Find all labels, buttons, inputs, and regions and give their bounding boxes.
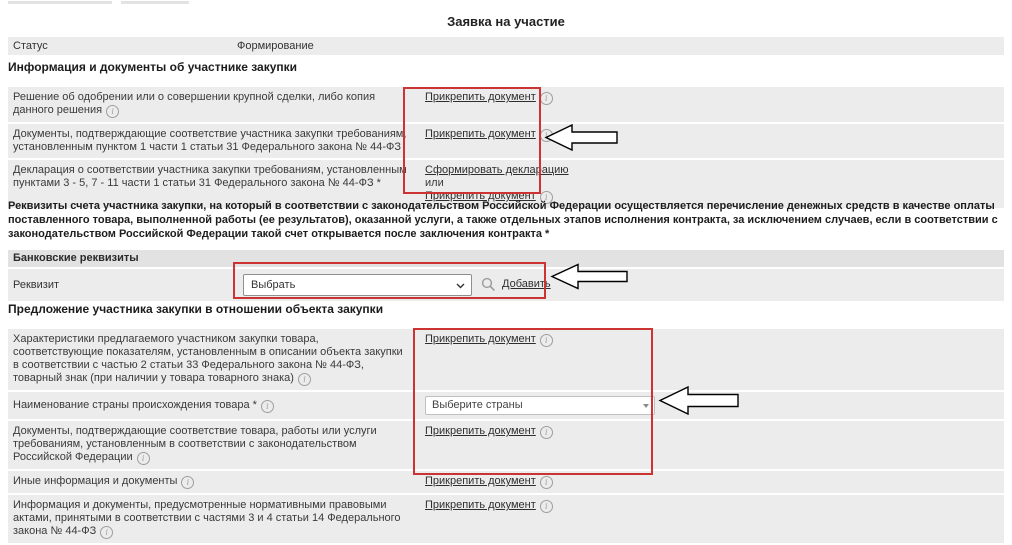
rekvizit-row: [8, 269, 1004, 301]
pointer-arrow-icon: [545, 122, 619, 153]
info-icon[interactable]: [106, 105, 119, 118]
offer-section-heading: Предложение участника закупки в отношении объекта закупки: [8, 302, 384, 316]
redacted-text: [121, 1, 189, 4]
row-action: [425, 499, 999, 513]
attach-document-link[interactable]: Прикрепить документ: [425, 91, 536, 103]
info-icon[interactable]: [100, 526, 113, 539]
status-value: Формирование: [237, 40, 314, 52]
row-action: [425, 425, 999, 439]
row-label: Решение об одобрении или о совершении крупной сделки, либо копия данного решенияi: [13, 91, 418, 118]
offer-documents-table: [8, 329, 1004, 545]
search-icon[interactable]: [481, 277, 496, 292]
row-action: [425, 475, 999, 489]
participant-documents-table: [8, 87, 1004, 210]
info-icon[interactable]: [540, 476, 553, 489]
row-label: Иные информация и документы i: [13, 475, 418, 489]
attach-document-link[interactable]: Прикрепить документ: [425, 333, 536, 345]
or-label: или: [425, 177, 444, 189]
add-requisite-button[interactable]: Добавить: [502, 278, 551, 290]
status-label: Статус: [13, 40, 48, 52]
info-icon[interactable]: [298, 373, 311, 386]
rekvizit-label: Реквизит: [13, 279, 59, 291]
row-action: [425, 333, 999, 347]
row-label: Декларация о соответствии участника закупки требованиям, установленным пунктами 3 - 5, 7 - 11 части 1 статьи 31 Федерального закона № 44-ФЗ *: [13, 164, 407, 189]
info-icon[interactable]: [137, 452, 150, 465]
row-label: Характеристики предлагаемого участником закупки товара, соответствующие показателям, установленным в описании объекта закупки в соответствии с частью 2 статьи 33 Федерального закона № 44-ФЗ, товарный знак (при наличии у товара товарного знака)i: [13, 333, 418, 386]
attach-document-link[interactable]: Прикрепить документ: [425, 475, 536, 487]
table-row: [8, 495, 1004, 543]
rekvizit-select[interactable]: Выбрать: [243, 274, 472, 296]
table-row: [8, 392, 1004, 419]
row-label: Документы, подтверждающие соответствие товара, работы или услуги требованиям, установленным в соответствии с законодательством Российской Федерацииi: [13, 425, 418, 465]
info-icon[interactable]: [540, 92, 553, 105]
page-title: Заявка на участие: [447, 14, 565, 29]
table-row: [8, 87, 1004, 122]
row-action: [425, 164, 999, 204]
table-row: [8, 471, 1004, 493]
account-requisites-note: Реквизиты счета участника закупки, на который в соответствии с законодательством Российской Федерации осуществляется перечисление денежных средств в качестве оплаты поставленного товара, выполненной работы (ее результатов), оказанной услуги, а также отдельных этапов исполнения контракта, за исключением случаев, если в соответствии с законодательством Российской Федерации такой счет открывается после заключения контракта *: [8, 200, 998, 240]
country-select[interactable]: Выберите страны: [425, 396, 655, 415]
row-action: [425, 128, 999, 142]
attach-document-link[interactable]: Прикрепить документ: [425, 499, 536, 511]
redacted-text: [8, 1, 112, 4]
attach-document-link[interactable]: Прикрепить документ: [425, 425, 536, 437]
row-label: Наименование страны происхождения товара * i: [13, 399, 418, 413]
table-row: [8, 421, 1004, 469]
row-action: [425, 91, 999, 105]
bank-requisites-header: Банковские реквизиты: [8, 250, 1004, 267]
chevron-down-icon: [456, 283, 465, 289]
generate-declaration-link[interactable]: Сформировать декларацию: [425, 164, 569, 176]
row-label: Документы, подтверждающие соответствие участника закупки требованиям, установленным пунктом 1 части 1 статьи 31 Федерального закона № 44-ФЗ: [13, 128, 407, 153]
info-icon[interactable]: [540, 426, 553, 439]
info-icon[interactable]: [181, 476, 194, 489]
table-row: [8, 124, 1004, 158]
status-row: [8, 37, 1004, 55]
info-icon[interactable]: [540, 500, 553, 513]
row-label: Информация и документы, предусмотренные нормативными правовыми актами, принятыми в соответствии с частями 3 и 4 статьи 14 Федерального закона № 44-ФЗi: [13, 499, 418, 539]
pointer-arrow-icon: [659, 383, 740, 418]
attach-document-link[interactable]: Прикрепить документ: [425, 190, 536, 202]
attach-document-link[interactable]: Прикрепить документ: [425, 128, 536, 140]
info-icon[interactable]: [261, 400, 274, 413]
participant-section-heading: Информация и документы об участнике закупки: [8, 60, 298, 74]
chevron-down-icon: [643, 404, 649, 408]
table-row: [8, 329, 1004, 390]
pointer-arrow-icon: [551, 262, 629, 291]
info-icon[interactable]: [540, 334, 553, 347]
